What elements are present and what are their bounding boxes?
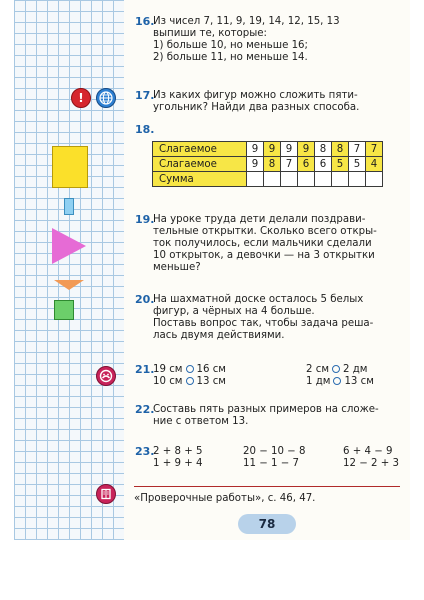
task-text: меньше? [153,262,201,273]
table-cell [247,172,264,187]
task-22 [135,403,379,428]
blue-rectangle [64,198,74,215]
task-text: тельные открытки. Сколько всего откры- [153,226,377,237]
task-text: лась двумя действиями. [153,330,285,341]
table-cell: 7 [366,142,383,157]
compare-right: 13 см [196,376,226,387]
table-row [153,157,383,172]
grid-margin [14,0,124,540]
target-icon [96,366,116,386]
table-cell [298,172,315,187]
task-number: 17. [135,89,155,102]
table-cell: 9 [281,142,298,157]
compare-left: 10 см [153,376,183,387]
compare-right: 2 дм [343,364,368,375]
task-text: 10 открыток, а девочки — на 3 открытки [153,250,375,261]
table-cell: 8 [315,142,332,157]
task-number: 22. [135,403,155,416]
addition-table [152,141,383,187]
table-cell: 8 [264,157,281,172]
task-text: ток получилось, если мальчики сделали [153,238,372,249]
table-cell: 9 [298,142,315,157]
table-cell [281,172,298,187]
compare-circle[interactable] [333,377,341,385]
page-number: 78 [238,514,296,534]
expression: 1 + 9 + 4 [153,458,203,469]
expression: 11 − 1 − 7 [243,458,299,469]
compare-row [153,376,226,388]
pink-triangle [52,228,86,264]
expression: 20 − 10 − 8 [243,446,306,457]
task-17 [135,89,360,114]
expression: 6 + 4 − 9 [343,446,393,457]
compare-right: 13 см [344,376,374,387]
table-cell: 5 [349,157,366,172]
task-text: фигур, а чёрных на 4 больше. [153,306,315,317]
table-cell: 4 [366,157,383,172]
table-row [153,172,383,187]
green-square [54,300,74,320]
orange-triangle [54,280,84,290]
task-16 [135,15,340,64]
globe-icon [96,88,116,108]
task-text: Поставь вопрос так, чтобы задача реша- [153,318,374,329]
compare-circle[interactable] [186,365,194,373]
table-cell: 5 [332,157,349,172]
task-19 [135,213,377,274]
task-text: На шахматной доске осталось 5 белых [153,294,364,305]
compare-left: 2 см [306,364,330,375]
task-number: 16. [135,15,155,28]
compare-row [153,364,226,376]
row-label: Слагаемое [153,142,247,157]
footer-reference: «Проверочные работы», с. 46, 47. [134,493,316,504]
task-text: угольник? Найди два разных способа. [153,102,360,113]
table-cell: 9 [264,142,281,157]
table-cell: 7 [281,157,298,172]
task-number: 23. [135,445,155,458]
table-cell: 8 [332,142,349,157]
row-label: Слагаемое [153,157,247,172]
task-21 [135,363,400,390]
table-cell [332,172,349,187]
task-text: 2) больше 11, но меньше 14. [153,52,308,63]
task-text: выпиши те, которые: [153,28,267,39]
task-number: 20. [135,293,155,306]
table-cell: 7 [349,142,366,157]
task-text: На уроке труда дети делали поздрави- [153,214,366,225]
table-cell [315,172,332,187]
table-row [153,142,383,157]
table-cell [349,172,366,187]
table-cell: 6 [298,157,315,172]
compare-row [306,376,374,388]
yellow-rectangle [52,146,88,188]
table-cell: 9 [247,157,264,172]
task-text: Из чисел 7, 11, 9, 19, 14, 12, 15, 13 [153,16,340,27]
task-number: 21. [135,363,155,376]
book-icon [96,484,116,504]
table-cell [366,172,383,187]
table-cell [264,172,281,187]
task-23 [135,445,400,472]
compare-row [306,364,367,376]
row-label: Сумма [153,172,247,187]
expression: 2 + 8 + 5 [153,446,203,457]
table-cell: 6 [315,157,332,172]
task-number: 18. [135,123,155,136]
compare-right: 16 см [196,364,226,375]
compare-left: 19 см [153,364,183,375]
task-20 [135,293,374,342]
exclamation-icon: ! [71,88,91,108]
compare-circle[interactable] [332,365,340,373]
compare-circle[interactable] [186,377,194,385]
divider [134,486,400,487]
compare-left: 1 дм [306,376,331,387]
expression: 12 − 2 + 3 [343,458,399,469]
task-number: 19. [135,213,155,226]
task-text: Из каких фигур можно сложить пяти- [153,90,358,101]
task-text: ние с ответом 13. [153,416,249,427]
task-text: Составь пять разных примеров на сложе- [153,404,379,415]
table-cell: 9 [247,142,264,157]
task-text: 1) больше 10, но меньше 16; [153,40,308,51]
